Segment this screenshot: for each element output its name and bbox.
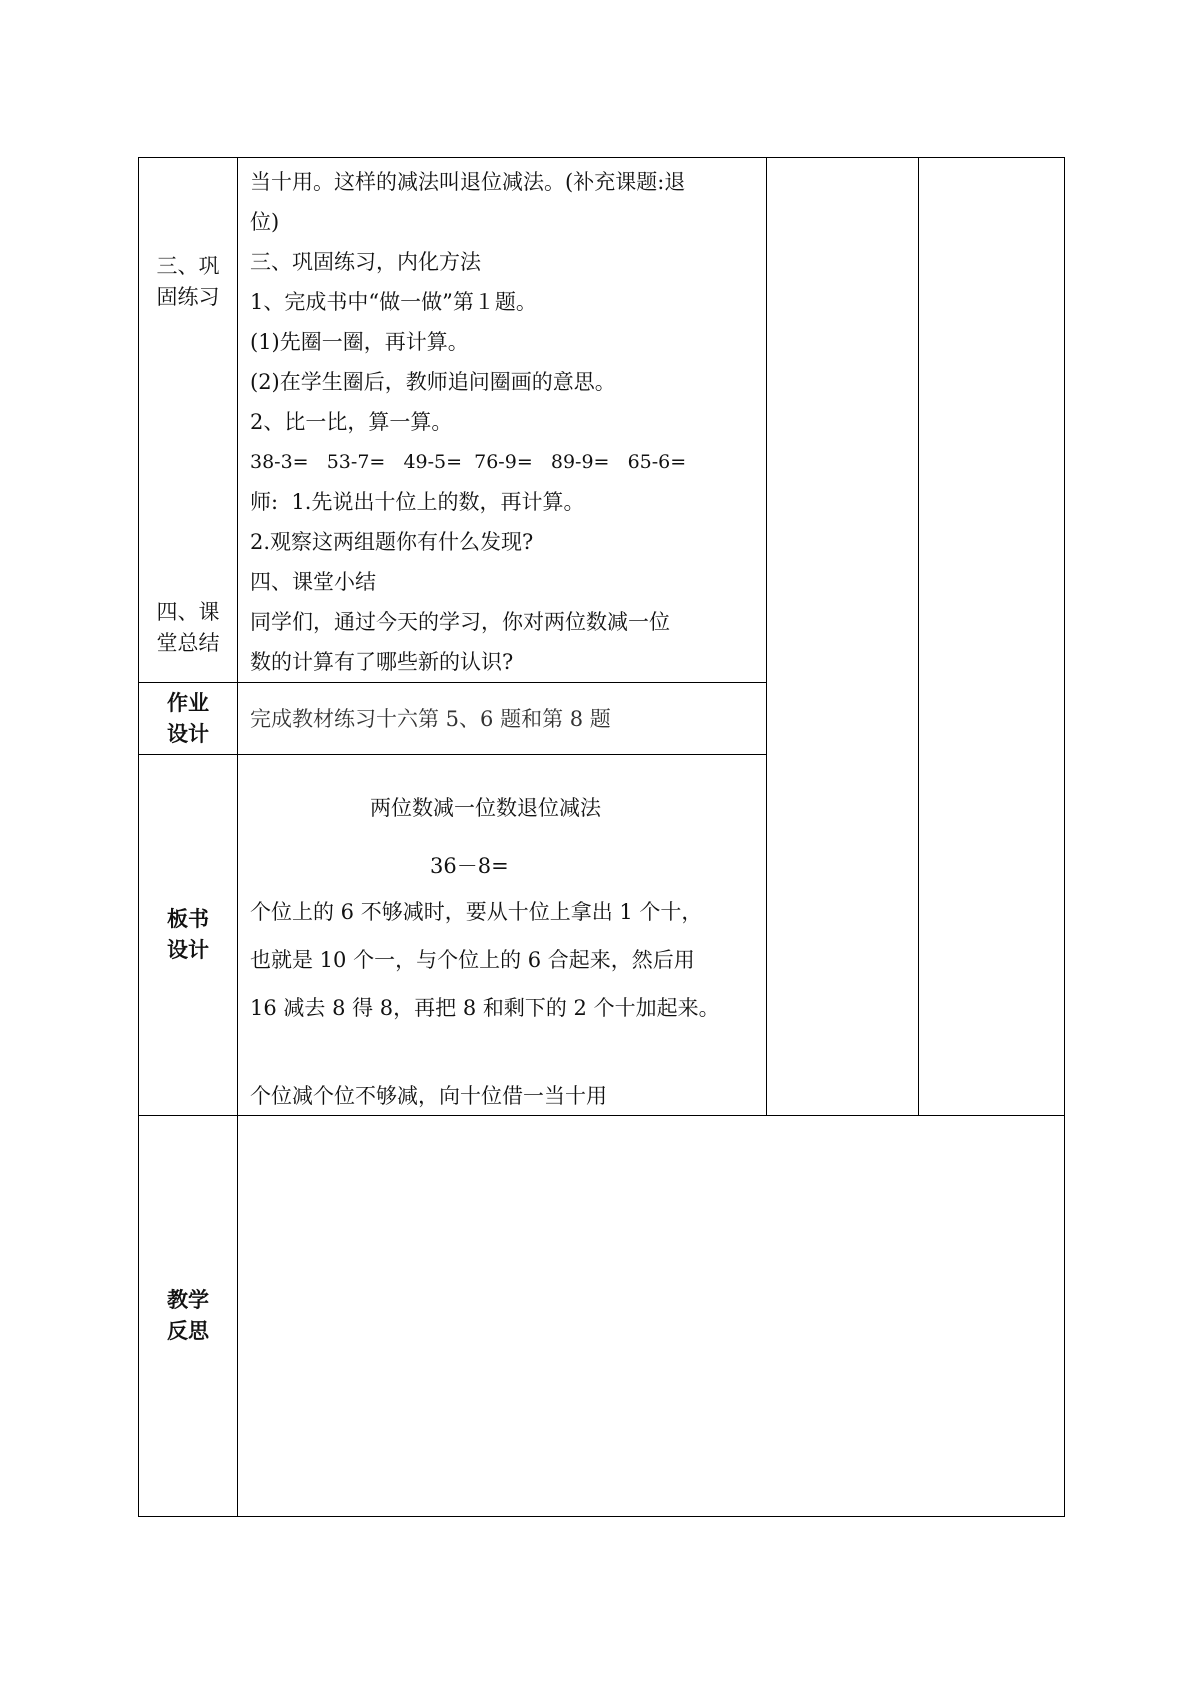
content-line: 四、课堂小结 <box>250 570 376 594</box>
content-line: 1、完成书中“做一做”第１题。 <box>250 290 537 314</box>
content-line: (2)在学生圈后，教师追问圈画的意思。 <box>250 370 616 394</box>
section-label-consolidation <box>143 251 233 313</box>
homework-text: 完成教材练习十六第 5、6 题和第 8 题 <box>250 707 611 731</box>
board-line: 也就是 10 个一，与个位上的 6 合起来，然后用 <box>250 948 695 972</box>
section-label-line: 固练习 <box>156 285 220 309</box>
section-label-board <box>143 904 233 966</box>
content-line: 位) <box>250 210 280 234</box>
content-line: 数的计算有了哪些新的认识? <box>250 650 514 674</box>
content-line: 2.观察这两组题你有什么发现? <box>250 530 534 554</box>
section-label-line: 作业 <box>167 691 209 715</box>
row-divider-homework-top <box>138 682 766 683</box>
content-line: 三、巩固练习，内化方法 <box>250 250 481 274</box>
extra-column-divider <box>918 157 919 1116</box>
section-label-line: 设计 <box>167 938 209 962</box>
board-line: 16 减去 8 得 8，再把 8 和剩下的 2 个十加起来。 <box>250 996 720 1020</box>
label-column-divider <box>237 157 238 1517</box>
content-column-divider <box>766 157 767 1116</box>
section-label-homework <box>143 688 233 750</box>
table-left-border <box>138 157 139 1517</box>
content-line: 师: 1.先说出十位上的数，再计算。 <box>250 490 585 514</box>
row-divider-homework-bottom <box>138 754 766 755</box>
board-rule: 个位减个位不够减，向十位借一当十用 <box>250 1084 607 1108</box>
section-label-line: 教学 <box>167 1288 209 1312</box>
section-label-line: 板书 <box>167 907 209 931</box>
board-title: 两位数减一位数退位减法 <box>370 796 601 820</box>
board-line: 个位上的 6 不够减时，要从十位上拿出 1 个十， <box>250 900 703 924</box>
table-top-border <box>138 157 1064 158</box>
section-label-reflection <box>143 1285 233 1347</box>
section-label-line: 反思 <box>167 1319 209 1343</box>
table-right-border <box>1064 157 1065 1517</box>
content-line: 当十用。这样的减法叫退位减法。(补充课题:退 <box>250 170 686 194</box>
board-equation: 36－8= <box>430 854 509 878</box>
section-label-line: 设计 <box>167 722 209 746</box>
content-line: 同学们，通过今天的学习，你对两位数减一位 <box>250 610 670 634</box>
content-line: (1)先圈一圈，再计算。 <box>250 330 469 354</box>
content-line: 2、比一比，算一算。 <box>250 410 453 434</box>
section-label-line: 四、课 <box>156 600 220 624</box>
section-label-line: 堂总结 <box>156 631 220 655</box>
section-label-line: 三、巩 <box>156 254 220 278</box>
section-label-summary <box>143 597 233 659</box>
practice-equations: 38-3= 53-7= 49-5= 76-9= 89-9= 65-6= <box>250 451 687 473</box>
table-bottom-border <box>138 1516 1064 1517</box>
